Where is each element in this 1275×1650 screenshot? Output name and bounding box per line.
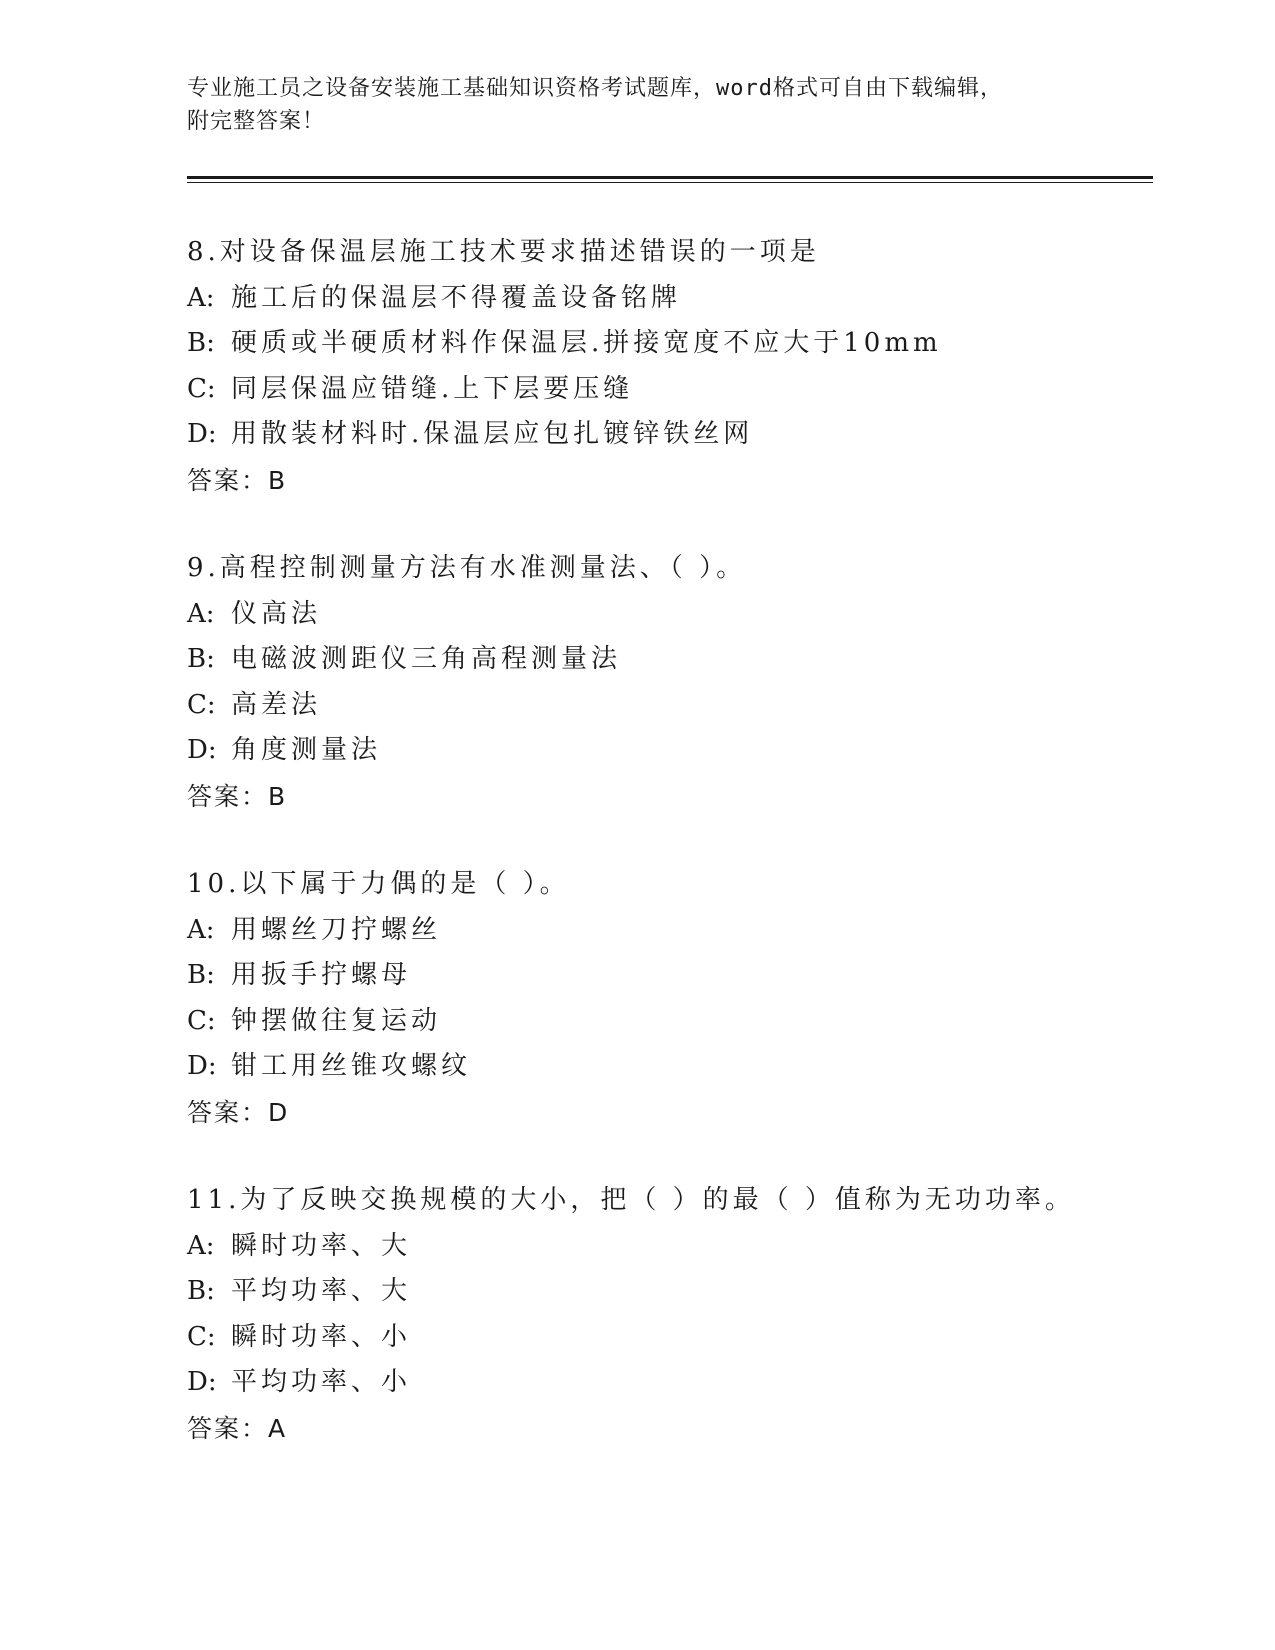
question-stem: 8.对设备保温层施工技术要求描述错误的一项是 — [187, 237, 820, 267]
option-text: 钟摆做往复运动 — [231, 1005, 442, 1036]
option-letter: A: — [187, 598, 215, 629]
option-letter: A: — [187, 282, 215, 313]
document-header — [187, 72, 1087, 138]
question-stem: 11.为了反映交换规模的大小，把（ ）的最（ ）值称为无功功率。 — [187, 1185, 1075, 1215]
answer-line: 答案：B — [187, 781, 288, 811]
option-text: 硬质或半硬质材料作保温层.拼接宽度不应大于10mm — [231, 328, 942, 358]
option-letter: B: — [187, 1276, 215, 1306]
option-letter: C: — [187, 373, 216, 404]
option-letter: C: — [187, 689, 216, 720]
option-d — [187, 412, 1167, 458]
option-letter: B: — [187, 644, 215, 674]
option-text: 电磁波测距仪三角高程测量法 — [231, 644, 622, 674]
option-text: 瞬时功率、小 — [231, 1321, 412, 1352]
option-text: 同层保温应错缝.上下层要压缝 — [231, 373, 634, 404]
option-c — [187, 367, 1167, 413]
option-text: 用螺丝刀拧螺丝 — [231, 914, 442, 945]
header-divider-thick — [187, 176, 1153, 179]
option-text: 用散装材料时.保温层应包扎镀锌铁丝网 — [231, 419, 754, 449]
option-text: 钳工用丝锥攻螺纹 — [231, 1051, 472, 1081]
question-11 — [187, 1178, 1167, 1451]
option-text: 角度测量法 — [231, 735, 382, 765]
option-letter: C: — [187, 1321, 216, 1352]
option-letter: D: — [187, 735, 217, 765]
answer-line: 答案：D — [187, 1097, 290, 1127]
option-text: 用扳手拧螺母 — [231, 960, 412, 990]
option-a — [187, 1224, 1167, 1270]
option-c — [187, 1315, 1167, 1361]
option-text: 瞬时功率、大 — [231, 1230, 412, 1261]
header-divider-thin — [187, 182, 1153, 183]
option-b — [187, 1269, 1167, 1315]
question-9 — [187, 546, 1167, 819]
option-text: 平均功率、小 — [231, 1367, 412, 1397]
question-stem: 10.以下属于力偶的是（ ）。 — [187, 869, 570, 899]
option-letter: A: — [187, 1230, 215, 1261]
option-letter: D: — [187, 419, 217, 449]
header-line-1: 专业施工员之设备安装施工基础知识资格考试题库，word格式可自由下载编辑， — [187, 76, 1003, 101]
option-b — [187, 321, 1167, 367]
option-c — [187, 999, 1167, 1045]
option-letter: A: — [187, 914, 215, 945]
question-10 — [187, 862, 1167, 1135]
option-text: 平均功率、大 — [231, 1276, 412, 1306]
answer-line: 答案：A — [187, 1413, 288, 1443]
question-stem: 9.高程控制测量方法有水准测量法、（ ）。 — [187, 553, 747, 583]
option-a — [187, 592, 1167, 638]
option-a — [187, 276, 1167, 322]
question-8 — [187, 230, 1167, 503]
header-line-2: 附完整答案！ — [187, 109, 326, 134]
option-letter: C: — [187, 1005, 216, 1036]
option-c — [187, 683, 1167, 729]
option-b — [187, 637, 1167, 683]
option-letter: D: — [187, 1367, 217, 1397]
option-text: 高差法 — [231, 689, 322, 720]
option-d — [187, 1044, 1167, 1090]
option-d — [187, 1360, 1167, 1406]
option-a — [187, 908, 1167, 954]
option-text: 仪高法 — [231, 598, 322, 629]
option-text: 施工后的保温层不得覆盖设备铭牌 — [231, 282, 682, 313]
option-b — [187, 953, 1167, 999]
option-d — [187, 728, 1167, 774]
option-letter: D: — [187, 1051, 217, 1081]
option-letter: B: — [187, 328, 215, 358]
option-letter: B: — [187, 960, 215, 990]
answer-line: 答案：B — [187, 465, 288, 495]
